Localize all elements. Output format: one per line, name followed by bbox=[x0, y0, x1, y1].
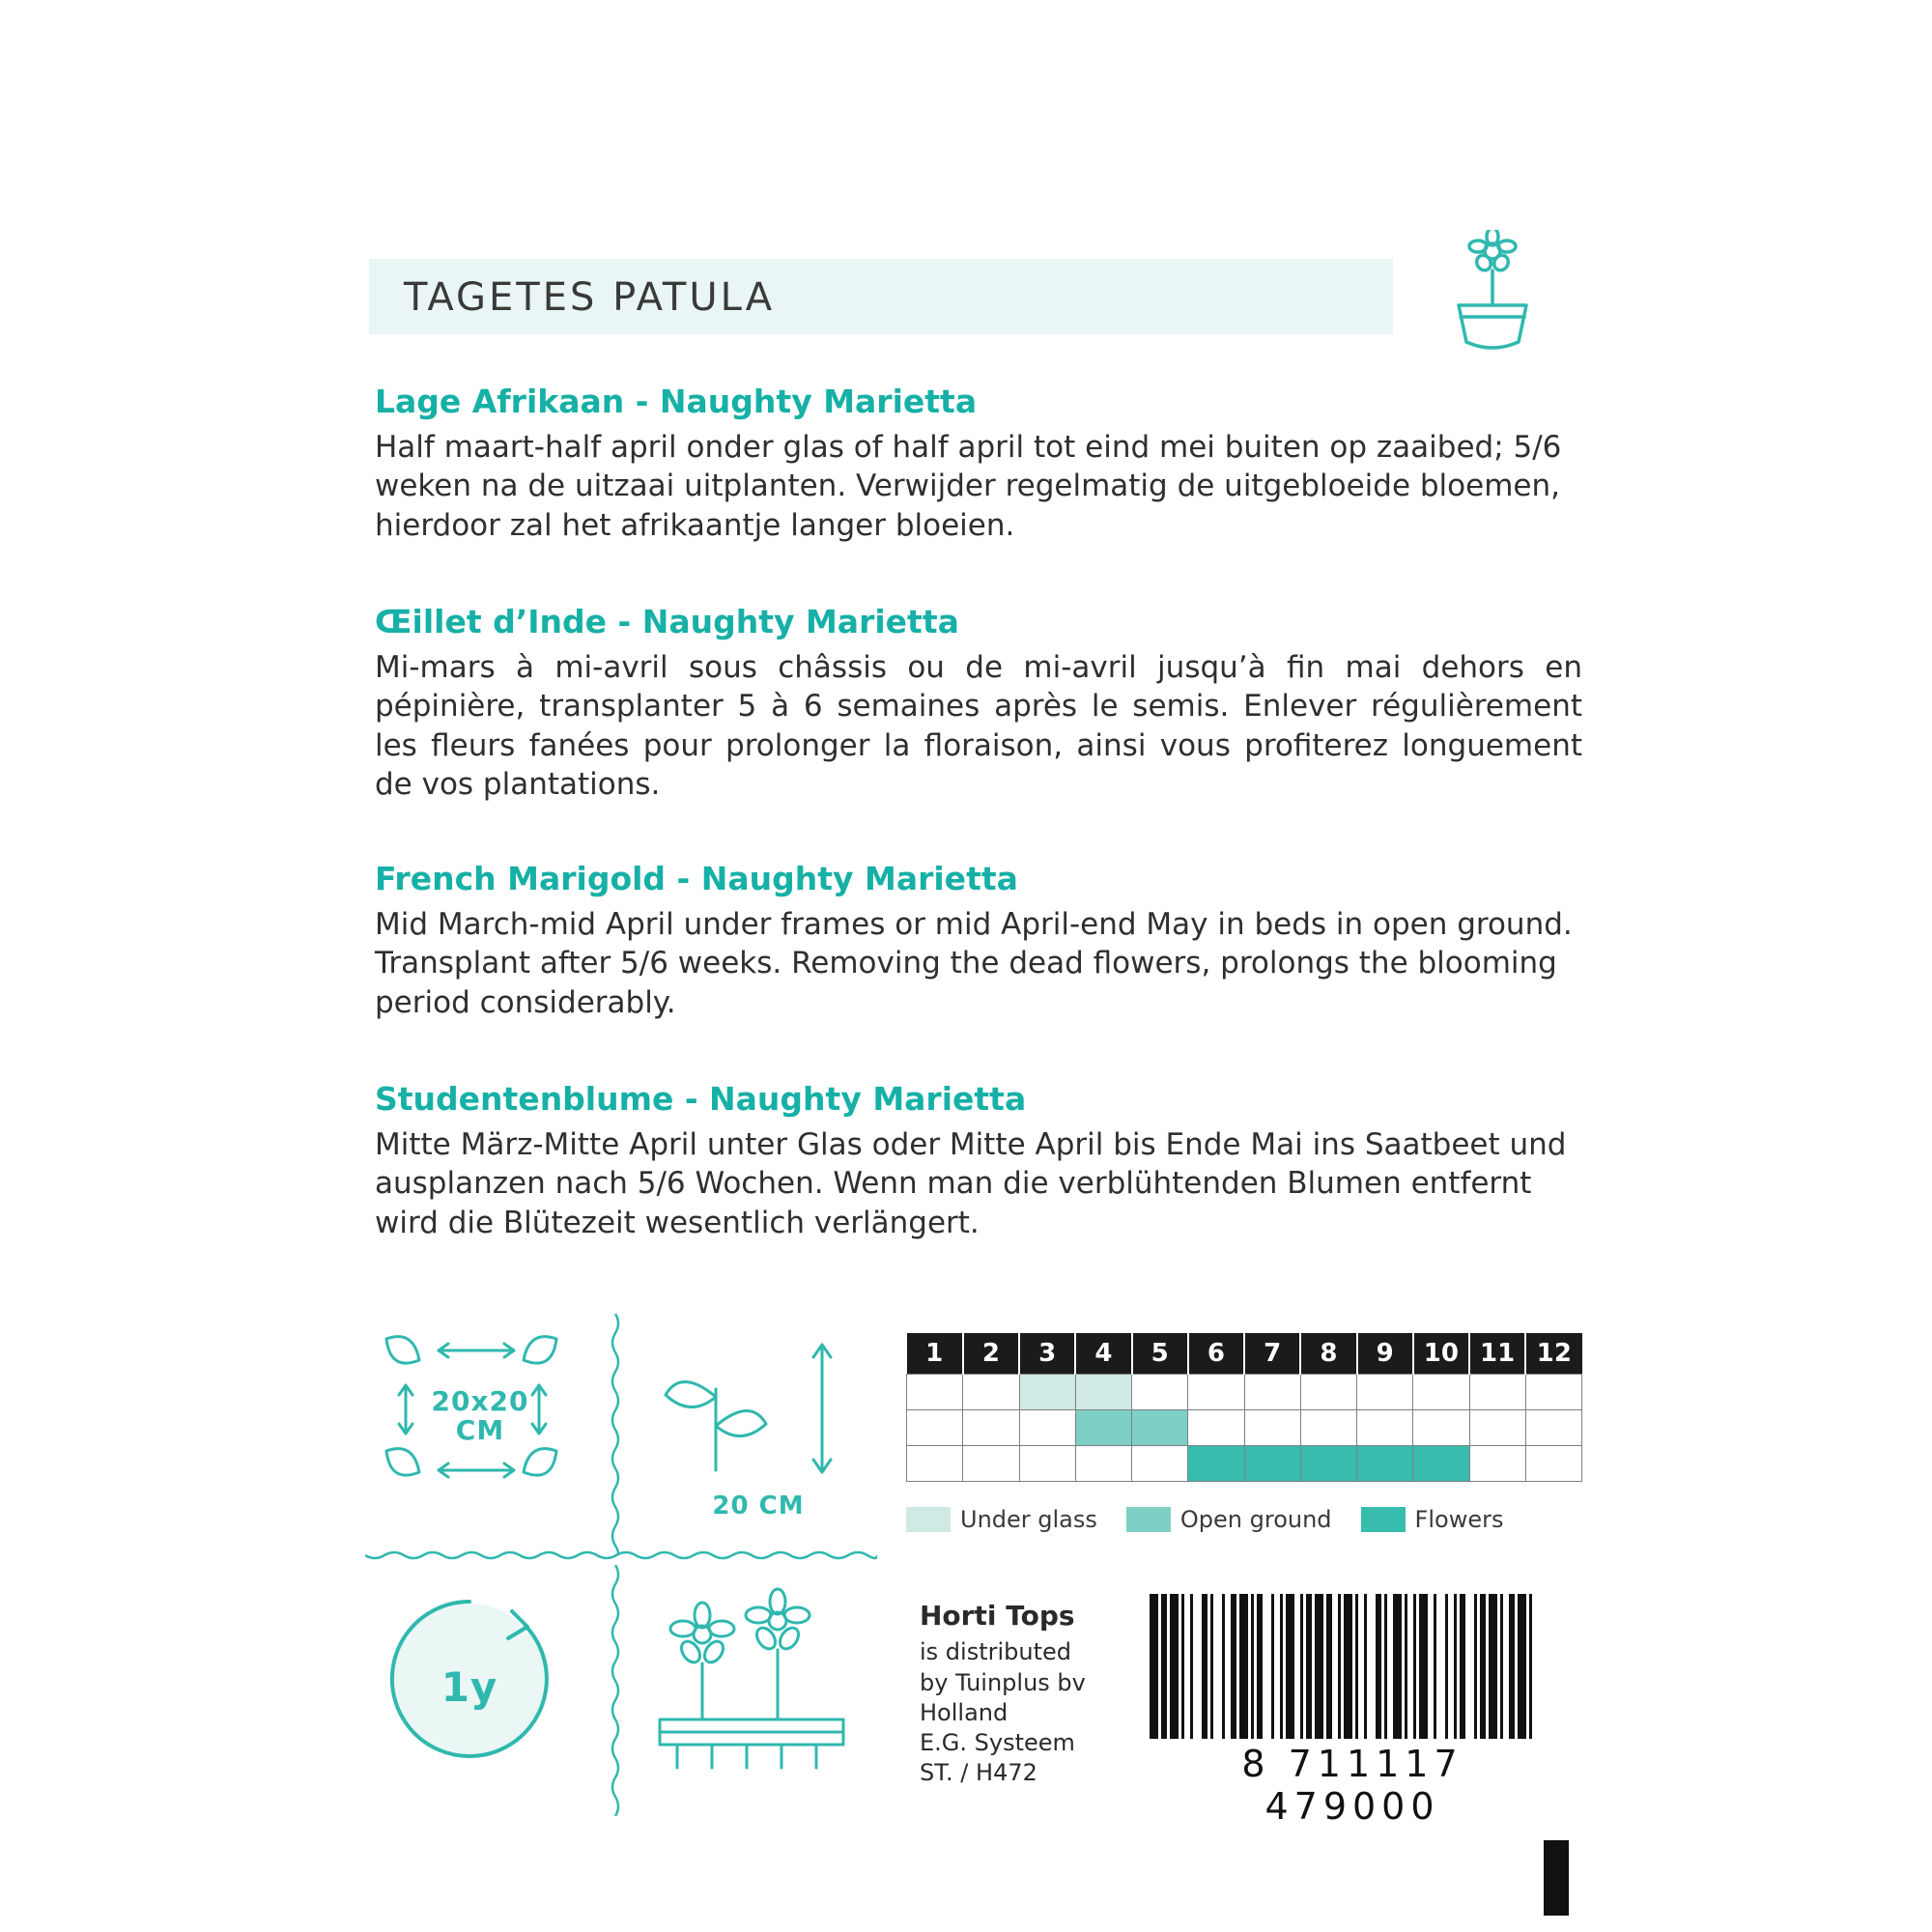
calendar-cell bbox=[963, 1375, 1019, 1410]
barcode-digits: 8 711117 479000 bbox=[1241, 1743, 1463, 1828]
barcode-bar bbox=[1489, 1594, 1497, 1739]
barcode-bar bbox=[1367, 1594, 1376, 1739]
calendar-cell bbox=[1300, 1375, 1356, 1410]
body-de: Mitte März-Mitte April unter Glas oder Mitte April bis Ende Mai ins Saatbeet und ausplanzen nach 5/6 Wochen. Wenn man die verblühtenden Blumen entfernt wird die Blütezeit wesentlich verlängert. bbox=[375, 1127, 1567, 1240]
calendar-cell bbox=[1132, 1410, 1188, 1446]
barcode-bar bbox=[1239, 1594, 1248, 1739]
barcode-bar bbox=[1419, 1594, 1428, 1739]
calendar-cell bbox=[1188, 1410, 1244, 1446]
calendar-month: 8 bbox=[1300, 1333, 1356, 1375]
calendar-legend bbox=[906, 1506, 1582, 1533]
height-label: 20 CM bbox=[712, 1492, 805, 1520]
calendar-month: 10 bbox=[1413, 1333, 1469, 1375]
header-band bbox=[369, 259, 1393, 334]
barcode-bar bbox=[1315, 1594, 1323, 1739]
brand-name: Horti Tops bbox=[920, 1600, 1075, 1632]
brand-line-4: E.G. Systeem bbox=[920, 1728, 1075, 1756]
legend-item-flowers bbox=[1361, 1506, 1504, 1533]
brand-line-1: is distributed bbox=[920, 1638, 1072, 1666]
calendar-cell bbox=[1357, 1446, 1413, 1482]
body-nl: Half maart-half april onder glas of half april tot eind mei buiten op zaaibed; 5/6 weken na de uitzaai uitplanten. Verwijder regelmatig de uitgebloeide bloemen, hierdoor zal het afrikaantje langer bloeien. bbox=[375, 430, 1562, 543]
calendar-body bbox=[907, 1375, 1582, 1482]
calendar-cell bbox=[907, 1446, 963, 1482]
legend-swatch-under-glass bbox=[906, 1507, 951, 1532]
calendar-cell bbox=[1188, 1375, 1244, 1410]
brand-line-2: by Tuinplus bv bbox=[920, 1668, 1086, 1696]
calendar-cell bbox=[1525, 1375, 1581, 1410]
calendar-cell bbox=[1300, 1446, 1356, 1482]
heading-en: French Marigold - Naughty Marietta bbox=[375, 860, 1018, 897]
calendar-cell bbox=[963, 1446, 1019, 1482]
page-title: TAGETES PATULA bbox=[404, 275, 776, 320]
heading-de: Studentenblume - Naughty Marietta bbox=[375, 1080, 1027, 1118]
barcode-bar bbox=[1150, 1594, 1158, 1739]
heading-nl: Lage Afrikaan - Naughty Marietta bbox=[375, 383, 978, 420]
calendar-cell bbox=[963, 1410, 1019, 1446]
heading-fr: Œillet d’Inde - Naughty Marietta bbox=[375, 603, 959, 640]
barcode-bar bbox=[1532, 1594, 1538, 1739]
calendar-month: 9 bbox=[1357, 1333, 1413, 1375]
calendar-cell bbox=[907, 1410, 963, 1446]
calendar-month: 2 bbox=[963, 1333, 1019, 1375]
legend-label-open-ground: Open ground bbox=[1179, 1506, 1332, 1533]
legend-item-open-ground bbox=[1126, 1506, 1332, 1533]
barcode-bar bbox=[1286, 1594, 1294, 1739]
calendar-cell bbox=[1525, 1410, 1581, 1446]
barcode-bar bbox=[1436, 1594, 1445, 1739]
calendar-cell bbox=[1075, 1410, 1131, 1446]
calendar-month: 3 bbox=[1019, 1333, 1075, 1375]
brand-line-5: ST. / H472 bbox=[920, 1759, 1037, 1787]
brand-line-3: Holland bbox=[920, 1698, 1009, 1726]
calendar-cell bbox=[1244, 1410, 1300, 1446]
print-corner-mark bbox=[1544, 1840, 1569, 1916]
barcode bbox=[1150, 1594, 1555, 1828]
calendar-month: 4 bbox=[1075, 1333, 1131, 1375]
legend-label-flowers: Flowers bbox=[1414, 1506, 1504, 1533]
calendar-cell bbox=[1300, 1410, 1356, 1446]
potted-flower-icon bbox=[1439, 230, 1546, 355]
calendar-cell bbox=[1132, 1446, 1188, 1482]
calendar-cell bbox=[1357, 1375, 1413, 1410]
calendar-month: 11 bbox=[1469, 1333, 1525, 1375]
calendar-cell bbox=[1019, 1375, 1075, 1410]
body-fr: Mi-mars à mi-avril sous châssis ou de mi-avril jusqu’à fin mai dehors en pépinière, transplanter 5 à 6 semaines après le semis. Enlever régulièrement les fleurs fanées pour prolonger la floraison, ainsi vous profiterez longuement de vos plantations. bbox=[375, 650, 1582, 802]
body-en: Mid March-mid April under frames or mid April-end May in beds in open ground. Transplant after 5/6 weeks. Removing the dead flowers, prolongs the blooming period considerably. bbox=[375, 907, 1573, 1020]
calendar-cell bbox=[1413, 1410, 1469, 1446]
calendar-cell bbox=[1525, 1446, 1581, 1482]
calendar-cell bbox=[1188, 1446, 1244, 1482]
legend-swatch-flowers bbox=[1361, 1507, 1406, 1532]
calendar-month: 6 bbox=[1188, 1333, 1244, 1375]
calendar-cell bbox=[1469, 1375, 1525, 1410]
plant-height-panel bbox=[633, 1325, 874, 1538]
lifecycle-label: 1y bbox=[440, 1663, 498, 1711]
calendar-cell bbox=[1469, 1446, 1525, 1482]
calendar-cell bbox=[1357, 1410, 1413, 1446]
text-block-en bbox=[375, 860, 1582, 1022]
calendar-month: 5 bbox=[1132, 1333, 1188, 1375]
barcode-bar bbox=[1170, 1594, 1179, 1739]
calendar-table bbox=[906, 1333, 1582, 1482]
barcode-bar bbox=[1344, 1594, 1352, 1739]
calendar-row-flowers bbox=[907, 1446, 1582, 1482]
calendar-row-open-ground bbox=[907, 1410, 1582, 1446]
calendar-header-row bbox=[907, 1333, 1582, 1375]
lifecycle-panel bbox=[367, 1575, 609, 1797]
plant-spacing-panel bbox=[367, 1325, 609, 1538]
divider-horizontal bbox=[365, 1546, 877, 1555]
barcode-bar bbox=[1465, 1594, 1474, 1739]
spacing-label-line1: 20x20 bbox=[431, 1385, 529, 1417]
legend-swatch-open-ground bbox=[1126, 1507, 1171, 1532]
calendar-cell bbox=[1413, 1446, 1469, 1482]
barcode-bars bbox=[1150, 1594, 1555, 1739]
calendar-cell bbox=[1019, 1410, 1075, 1446]
flower-tray-panel bbox=[633, 1575, 874, 1797]
divider-vertical-bottom bbox=[611, 1565, 620, 1816]
calendar-cell bbox=[1244, 1375, 1300, 1410]
calendar-cell bbox=[1413, 1375, 1469, 1410]
legend-item-under-glass bbox=[906, 1506, 1097, 1533]
barcode-bar bbox=[1193, 1594, 1202, 1739]
sowing-calendar bbox=[906, 1333, 1582, 1482]
calendar-cell bbox=[907, 1375, 963, 1410]
calendar-month: 12 bbox=[1525, 1333, 1581, 1375]
text-block-de bbox=[375, 1080, 1582, 1242]
calendar-cell bbox=[1469, 1410, 1525, 1446]
calendar-cell bbox=[1132, 1375, 1188, 1410]
calendar-cell bbox=[1075, 1446, 1131, 1482]
barcode-bar bbox=[1393, 1594, 1402, 1739]
barcode-bar bbox=[1518, 1594, 1526, 1739]
text-block-fr bbox=[375, 603, 1582, 804]
calendar-month: 7 bbox=[1244, 1333, 1300, 1375]
brand-block bbox=[920, 1599, 1151, 1788]
calendar-month: 1 bbox=[907, 1333, 963, 1375]
calendar-cell bbox=[1075, 1375, 1131, 1410]
calendar-cell bbox=[1019, 1446, 1075, 1482]
calendar-row-under-glass bbox=[907, 1375, 1582, 1410]
text-block-nl bbox=[375, 383, 1582, 545]
barcode-bar bbox=[1263, 1594, 1271, 1739]
barcode-bar bbox=[1213, 1594, 1222, 1739]
calendar-cell bbox=[1244, 1446, 1300, 1482]
spacing-label-line2: CM bbox=[455, 1414, 505, 1446]
divider-vertical-top bbox=[611, 1314, 620, 1555]
legend-label-under-glass: Under glass bbox=[960, 1506, 1097, 1533]
